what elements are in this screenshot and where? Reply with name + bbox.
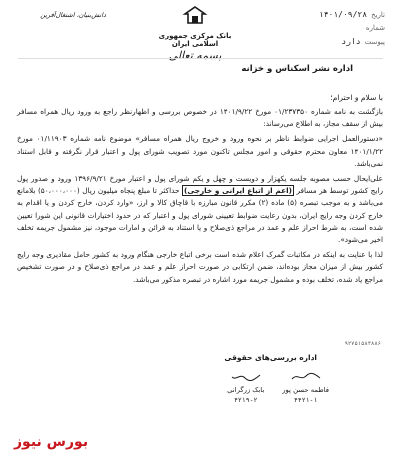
signer-1 [282,372,329,405]
letter-subject: اداره نشر اسکناس و خزانه [241,64,353,74]
letter-meta [319,8,385,49]
signer-1-name: فاطمه حسن پور [282,386,329,394]
signers [227,372,329,405]
letter-body [17,106,383,289]
bank-logo [150,6,240,62]
signature-scribble-icon [231,372,261,382]
header-divider [18,58,383,59]
greeting: با سلام و احترام؛ [330,93,383,102]
signature-scribble-icon [291,372,321,382]
reference-code: ۹۲۷۵۱۵۸۴۸۸۶ [344,341,381,347]
paragraph-2: «دستورالعمل اجرایی ضوابط ناظر بر نحوه ورود و خروج ریال همراه مسافر» موضوع نامه شماره ۰۱/۱۱۹۰۳ مورخ ۱۴۰۱/۱/۲۲ معاون محترم حقوقی و امور مجلس تاکنون مورد تصویب شورای پول و اعتبار قرار نگرفته و قابل استناد نمی‌باشد. [17,134,384,168]
paragraph-3 [17,173,383,246]
motto-line: دانش‌بنیان، اشتغال‌آفرین [40,11,106,19]
signer-1-code: ۴۴۲۱-۱ [293,396,318,404]
paragraph-3-start: علی‌ایحال حسب مصوبه جلسه یکهزار و دویست و چهل و یکم شورای پول و اعتبار مورخ ۱۳۹۶/۹/۲۱ ورود و صدور پول رایج کشور توسط هر مسافر [17,174,383,196]
motto [26,10,106,20]
date-row [319,8,385,22]
number-label: شماره [365,24,385,32]
bank-emblem-icon [181,6,209,26]
attachment-label: پیوست [364,38,385,46]
signature-title: اداره بررسی‌های حقوقی [224,353,317,362]
signer-2-name: بابک زرگرانی [227,386,265,394]
signer-2 [227,372,264,405]
brand-watermark: بورس نیوز [14,434,89,450]
date-value: ۱۴۰۱/۰۹/۲۸ [318,10,368,19]
highlighted-clause: (اعم از اتباع ایرانی و خارجی) [183,186,292,196]
attachment-value: دارد [341,37,361,46]
paragraph-1: بازگشت به نامه شماره ۰۱/۲۳۷۳۵۰ مورخ ۱۴۰۱/۹/۲۲ در خصوص بررسی و اظهارنظر راجع به ورود ریال همراه مسافر بیش از سقف مجاز، به اطلاع می‌رساند: [17,107,383,129]
attachment-row [319,35,385,49]
paragraph-4: لذا با عنایت به اینکه در مکاتبات گمرک اعلام شده است برخی اتباع خارجی هنگام ورود به کشور حامل مقادیری وجه رایج کشور بیش از میزان مجاز بوده‌اند، ضمن ارتکابی در صورت احراز علم و عمد در مراجع ذی‌صلاح و در صورت تشخیص مراجع یاد شده، تخلف بوده و مشمول جریمه مورد اشاره در تبصره مذکور می‌باشد. [17,250,383,284]
date-label: تاریخ [371,11,385,19]
bank-signature: بسمه تعالی [168,49,222,62]
signer-2-code: ۴۲۱۹-۲ [233,396,258,404]
number-row [319,22,385,35]
paragraph-3-end: حداکثر تا مبلغ پنجاه میلیون ریال (۵۰،۰۰۰،۰۰۰) بلامانع می‌باشد و به موجب تبصره (۵) ماده (۲) مکرر قانون مبارزه با قاچاق کالا و ارز، «وارد کردن، خارج کردن و یا اقدام به خارج کردن وجه رایج ایران، بدون رعایت ضوابط تعیینی شورای پول و اعتبار که در حدود اختیارات قانونی این شورا تعیین شده است، به شرط احراز علم و عمد در مراجع ذی‌صلاح و یا استناد به قرائن و امارات موجود، نیز مشمول جریمه تخلف اخیر می‌شود». [17,186,383,245]
bank-name: بانک مرکزی جمهوری اسلامی ایران [158,32,232,48]
